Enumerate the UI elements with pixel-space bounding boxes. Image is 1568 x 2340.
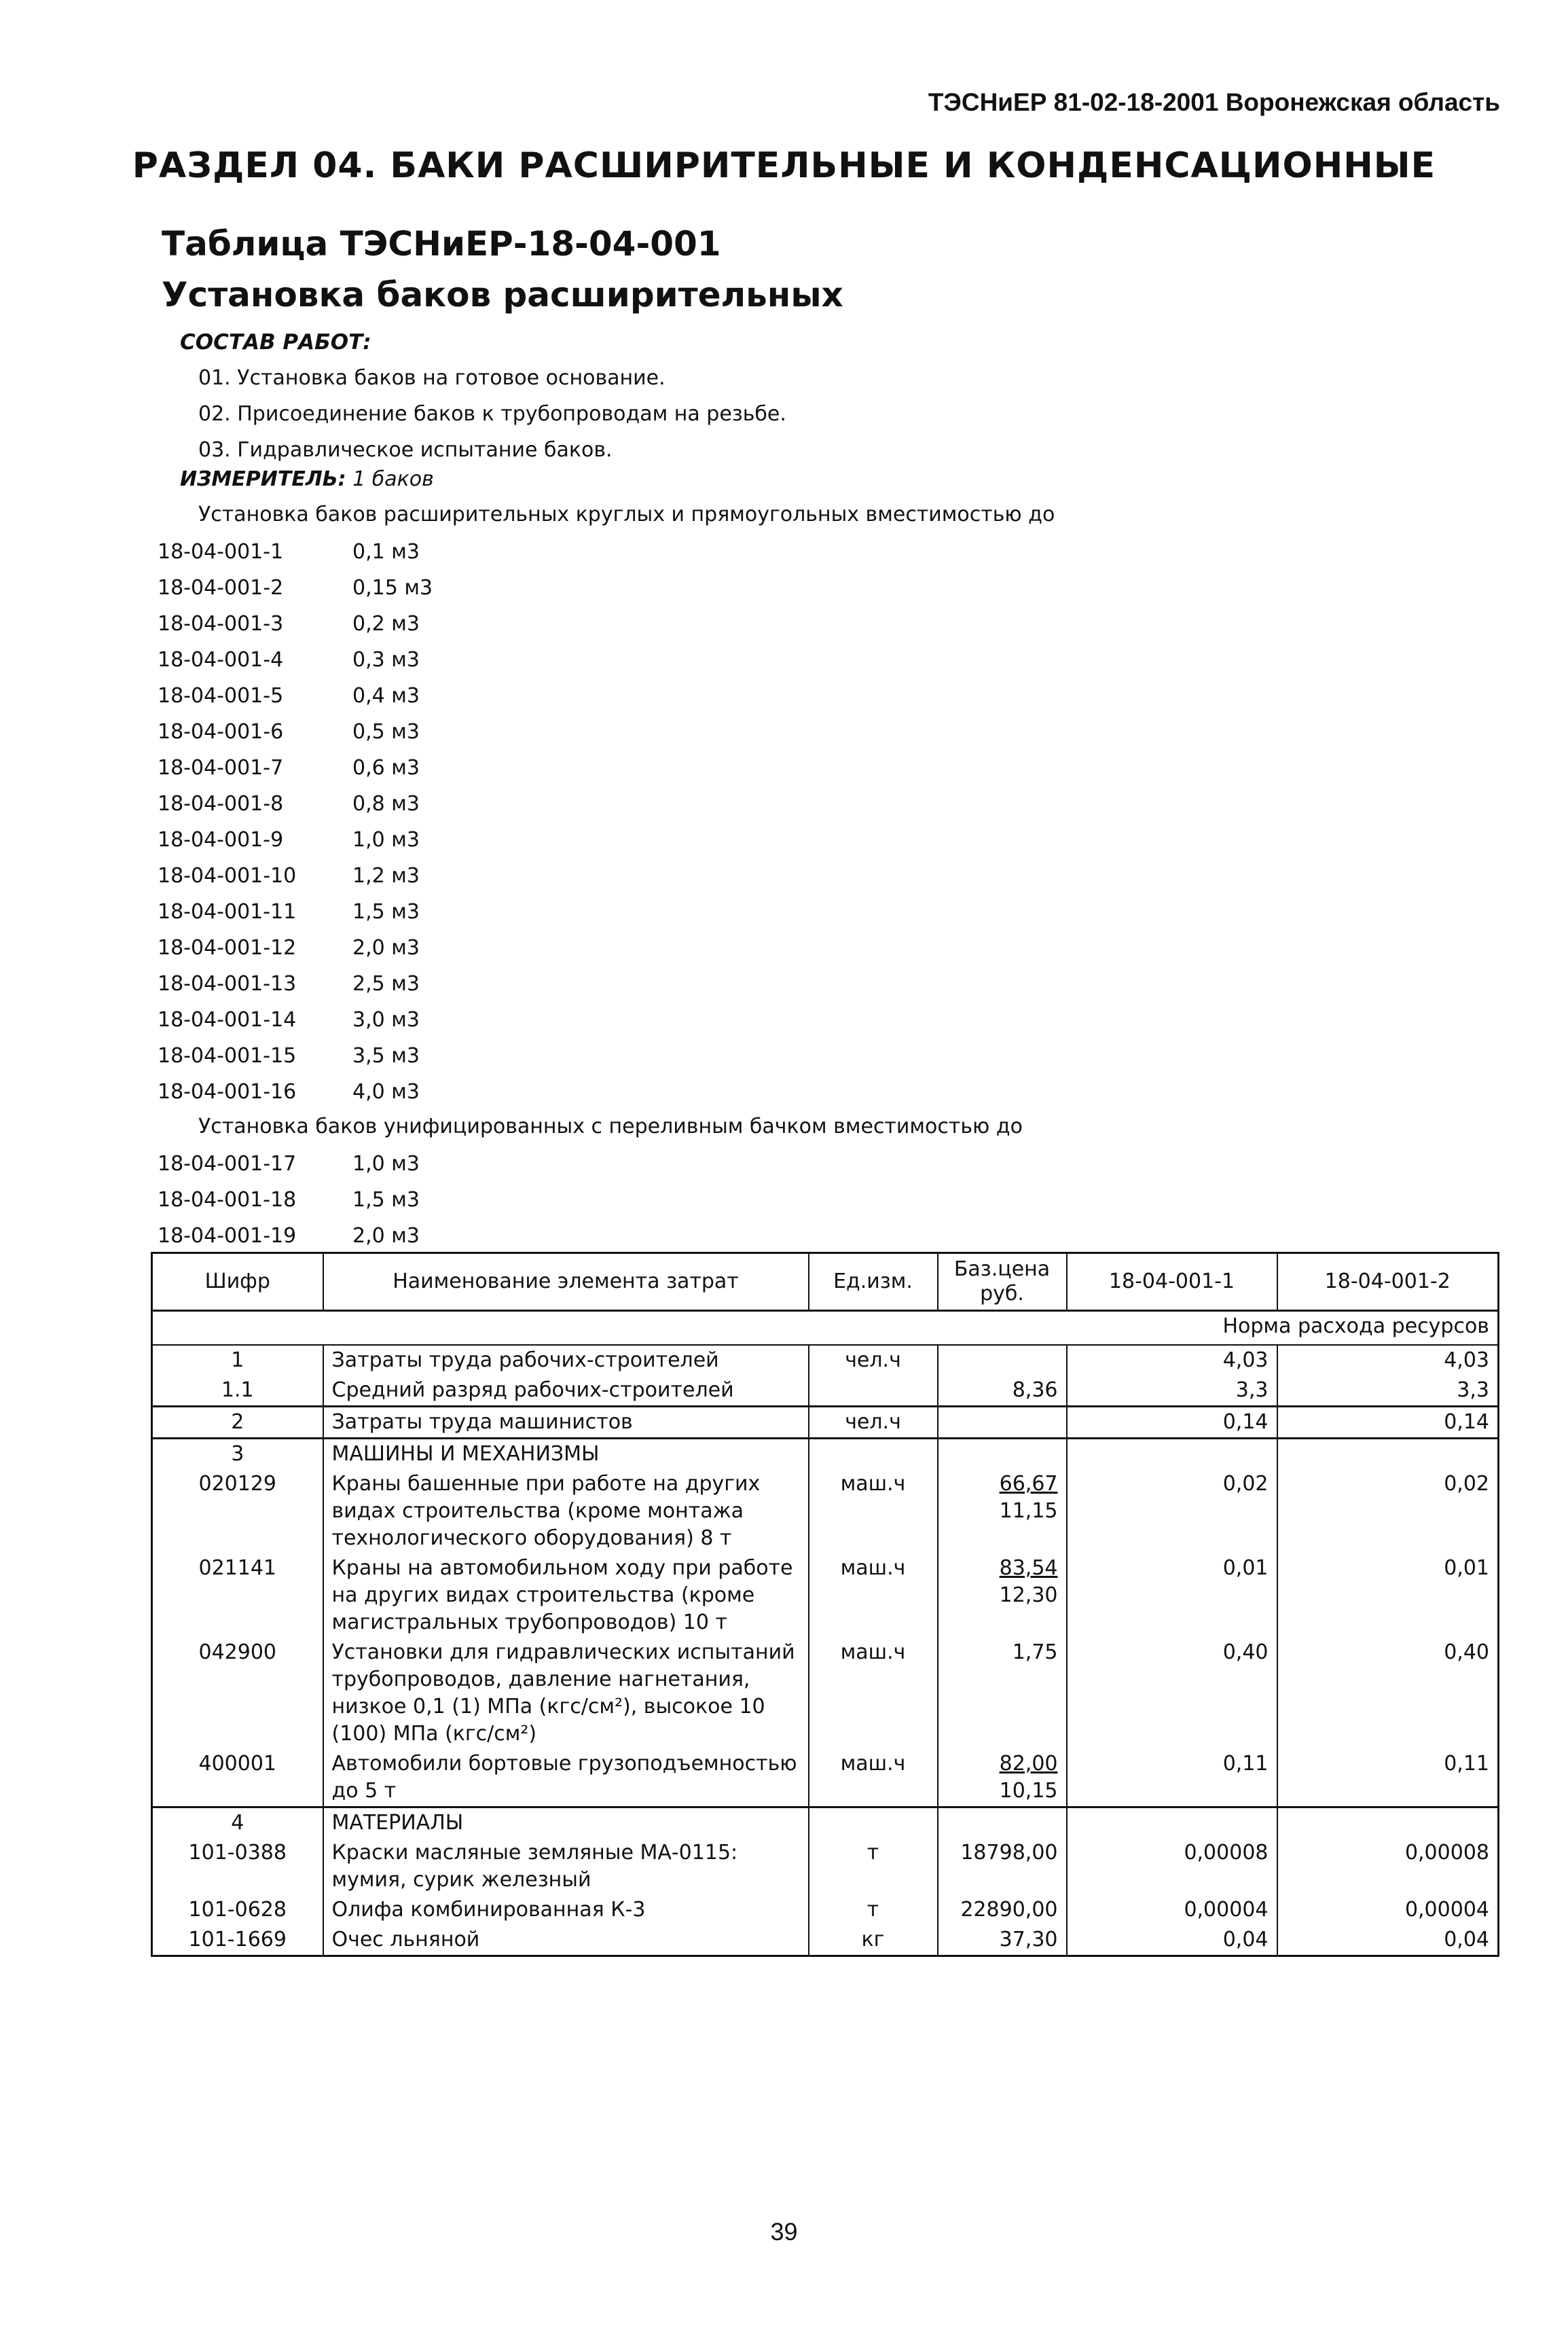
cell-norm-1: 0,11 — [1067, 1749, 1277, 1807]
item-volume: 0,8 м3 — [352, 792, 420, 816]
cell-code: 042900 — [152, 1638, 323, 1749]
code-row — [158, 678, 433, 714]
cell-name: Краски масляные земляные МА-0115: мумия, сурик железный — [323, 1838, 809, 1895]
cell-norm-2: 4,03 — [1277, 1345, 1499, 1375]
code-row — [158, 534, 433, 570]
table-row — [152, 1749, 1499, 1807]
work-steps-list — [198, 360, 786, 468]
cell-price — [938, 1807, 1067, 1839]
cell-norm-1 — [1067, 1807, 1277, 1839]
table-row — [152, 1895, 1499, 1925]
item-volume: 0,6 м3 — [352, 756, 420, 780]
cell-unit: маш.ч — [809, 1553, 938, 1638]
group2-code-list — [158, 1146, 420, 1254]
item-code: 18-04-001-19 — [158, 1224, 297, 1248]
cell-unit: маш.ч — [809, 1638, 938, 1749]
cell-price — [938, 1439, 1067, 1470]
cell-name: Автомобили бортовые грузоподъемностью до 5 т — [323, 1749, 809, 1807]
cell-norm-1: 0,02 — [1067, 1469, 1277, 1553]
item-code: 18-04-001-1 — [158, 540, 284, 564]
cell-code: 101-1669 — [152, 1925, 323, 1956]
cell-code: 1 — [152, 1345, 323, 1375]
cell-code: 1.1 — [152, 1375, 323, 1407]
item-volume: 1,0 м3 — [352, 1152, 420, 1176]
cell-price — [938, 1925, 1067, 1956]
price-salary: 10,15 — [999, 1779, 1058, 1803]
item-code: 18-04-001-17 — [158, 1152, 297, 1176]
item-code: 18-04-001-14 — [158, 1008, 297, 1032]
table-row — [152, 1439, 1499, 1470]
table-code: Таблица ТЭСНиЕР-18-04-001 — [162, 224, 721, 264]
group2-heading: Установка баков унифицированных с переливным бачком вместимостью до — [198, 1115, 1023, 1138]
item-volume: 2,0 м3 — [352, 1224, 420, 1248]
item-code: 18-04-001-12 — [158, 936, 297, 960]
cell-code: 101-0388 — [152, 1838, 323, 1895]
code-row — [158, 1002, 433, 1038]
table-row — [152, 1638, 1499, 1749]
item-code: 18-04-001-3 — [158, 612, 284, 636]
item-code: 18-04-001-2 — [158, 576, 284, 600]
code-row — [158, 930, 433, 966]
item-code: 18-04-001-9 — [158, 828, 284, 852]
price-base: 22890,00 — [960, 1898, 1058, 1922]
cell-price — [938, 1345, 1067, 1375]
item-code: 18-04-001-7 — [158, 756, 284, 780]
cell-norm-2: 3,3 — [1277, 1375, 1499, 1407]
table-row — [152, 1925, 1499, 1956]
price-salary: 12,30 — [999, 1583, 1058, 1607]
composition-label: СОСТАВ РАБОТ: — [180, 330, 371, 355]
cell-norm-2: 0,11 — [1277, 1749, 1499, 1807]
price-base: 1,75 — [1012, 1640, 1058, 1664]
table-header-row — [152, 1253, 1499, 1311]
cell-norm-1: 0,00004 — [1067, 1895, 1277, 1925]
cell-norm-1: 4,03 — [1067, 1345, 1277, 1375]
cell-name: МАТЕРИАЛЫ — [323, 1807, 809, 1839]
meter-line — [180, 467, 434, 491]
cell-unit: чел.ч — [809, 1407, 938, 1439]
item-volume: 2,0 м3 — [352, 936, 420, 960]
code-row — [158, 1038, 433, 1074]
item-volume: 3,5 м3 — [352, 1044, 420, 1068]
column-header: 18-04-001-1 — [1067, 1253, 1277, 1311]
cell-name: Средний разряд рабочих-строителей — [323, 1375, 809, 1407]
item-volume: 1,5 м3 — [352, 1188, 420, 1212]
price-base: 83,54 — [999, 1556, 1058, 1580]
cell-name: Краны башенные при работе на других видах строительства (кроме монтажа технологического оборудования) 8 т — [323, 1469, 809, 1553]
cell-norm-2 — [1277, 1807, 1499, 1839]
page-number: 39 — [770, 2218, 798, 2246]
resource-norms-table — [151, 1252, 1499, 1957]
table-title: Установка баков расширительных — [162, 275, 843, 314]
item-code: 18-04-001-18 — [158, 1188, 297, 1212]
cell-name: МАШИНЫ И МЕХАНИЗМЫ — [323, 1439, 809, 1470]
code-row — [158, 786, 433, 822]
cell-code: 021141 — [152, 1553, 323, 1638]
document-reference: ТЭСНиЕР 81-02-18-2001 Воронежская область — [928, 88, 1500, 116]
item-volume: 0,3 м3 — [352, 648, 420, 672]
work-step: 02. Присоединение баков к трубопроводам на резьбе. — [198, 402, 786, 426]
code-row — [158, 642, 433, 678]
item-code: 18-04-001-11 — [158, 900, 297, 924]
cell-norm-1 — [1067, 1439, 1277, 1470]
code-row — [158, 1182, 420, 1218]
item-volume: 0,4 м3 — [352, 684, 420, 708]
column-header: Шифр — [152, 1253, 323, 1311]
norm-band-row — [152, 1311, 1499, 1346]
cell-price — [938, 1838, 1067, 1895]
cell-name: Затраты труда рабочих-строителей — [323, 1345, 809, 1375]
column-header: 18-04-001-2 — [1277, 1253, 1499, 1311]
cell-norm-2: 0,00008 — [1277, 1838, 1499, 1895]
cell-unit: чел.ч — [809, 1345, 938, 1375]
cell-price — [938, 1895, 1067, 1925]
work-step: 01. Установка баков на готовое основание. — [198, 366, 666, 390]
cell-price — [938, 1469, 1067, 1553]
cell-norm-2: 0,00004 — [1277, 1895, 1499, 1925]
cell-unit — [809, 1807, 938, 1839]
code-row — [158, 1218, 420, 1254]
price-base: 66,67 — [999, 1472, 1058, 1496]
cell-name: Затраты труда машинистов — [323, 1407, 809, 1439]
code-row — [158, 822, 433, 858]
cell-norm-2: 0,02 — [1277, 1469, 1499, 1553]
cell-norm-1: 0,01 — [1067, 1553, 1277, 1638]
cell-price — [938, 1749, 1067, 1807]
item-volume: 1,5 м3 — [352, 900, 420, 924]
item-code: 18-04-001-6 — [158, 720, 284, 744]
cell-unit: т — [809, 1895, 938, 1925]
item-code: 18-04-001-4 — [158, 648, 284, 672]
table-row — [152, 1807, 1499, 1839]
cell-unit — [809, 1375, 938, 1407]
cell-norm-1: 0,14 — [1067, 1407, 1277, 1439]
item-code: 18-04-001-8 — [158, 792, 284, 816]
column-header: Баз.цена руб. — [938, 1253, 1067, 1311]
cell-price — [938, 1638, 1067, 1749]
code-row — [158, 714, 433, 750]
cell-unit: маш.ч — [809, 1749, 938, 1807]
item-volume: 1,0 м3 — [352, 828, 420, 852]
item-volume: 0,5 м3 — [352, 720, 420, 744]
meter-label: ИЗМЕРИТЕЛЬ: — [180, 467, 346, 491]
item-volume: 1,2 м3 — [352, 864, 420, 888]
cell-norm-1: 0,40 — [1067, 1638, 1277, 1749]
table-row — [152, 1838, 1499, 1895]
item-volume: 0,15 м3 — [352, 576, 433, 600]
code-row — [158, 750, 433, 786]
code-row — [158, 966, 433, 1002]
cell-code: 400001 — [152, 1749, 323, 1807]
price-base: 8,36 — [1012, 1378, 1058, 1402]
cell-unit: т — [809, 1838, 938, 1895]
cell-price — [938, 1553, 1067, 1638]
item-code: 18-04-001-16 — [158, 1080, 297, 1104]
table-row — [152, 1375, 1499, 1407]
table-row — [152, 1469, 1499, 1553]
code-row — [158, 1146, 420, 1182]
cell-name: Установки для гидравлических испытаний трубопроводов, давление нагнетания, низкое 0,1 (1) МПа (кгс/см²), высокое 10 (100) МПа (кгс/см²) — [323, 1638, 809, 1749]
norm-band-label: Норма расхода ресурсов — [152, 1311, 1499, 1346]
cell-price — [938, 1375, 1067, 1407]
item-code: 18-04-001-13 — [158, 972, 297, 996]
group1-code-list — [158, 534, 433, 1110]
table-row — [152, 1407, 1499, 1439]
code-row — [158, 894, 433, 930]
section-title: РАЗДЕЛ 04. БАКИ РАСШИРИТЕЛЬНЫЕ И КОНДЕНСАЦИОННЫЕ — [132, 145, 1436, 186]
table-row — [152, 1345, 1499, 1375]
cell-name: Краны на автомобильном ходу при работе на других видах строительства (кроме магистральных трубопроводов) 10 т — [323, 1553, 809, 1638]
price-base: 82,00 — [999, 1752, 1058, 1776]
code-row — [158, 858, 433, 894]
code-row — [158, 606, 433, 642]
cell-unit — [809, 1439, 938, 1470]
item-volume: 2,5 м3 — [352, 972, 420, 996]
group1-heading: Установка баков расширительных круглых и прямоугольных вместимостью до — [198, 503, 1055, 526]
cell-norm-1: 3,3 — [1067, 1375, 1277, 1407]
cell-code: 101-0628 — [152, 1895, 323, 1925]
cell-norm-1: 0,00008 — [1067, 1838, 1277, 1895]
item-volume: 0,1 м3 — [352, 540, 420, 564]
cell-name: Очес льняной — [323, 1925, 809, 1956]
meter-value: 1 баков — [352, 467, 434, 491]
cell-code: 3 — [152, 1439, 323, 1470]
item-code: 18-04-001-15 — [158, 1044, 297, 1068]
item-code: 18-04-001-10 — [158, 864, 297, 888]
code-row — [158, 1074, 433, 1110]
item-volume: 0,2 м3 — [352, 612, 420, 636]
column-header: Ед.изм. — [809, 1253, 938, 1311]
code-row — [158, 570, 433, 606]
item-code: 18-04-001-5 — [158, 684, 284, 708]
cell-code: 4 — [152, 1807, 323, 1839]
cell-norm-2: 0,04 — [1277, 1925, 1499, 1956]
table-row — [152, 1553, 1499, 1638]
item-volume: 4,0 м3 — [352, 1080, 420, 1104]
cell-norm-2 — [1277, 1439, 1499, 1470]
price-salary: 11,15 — [999, 1499, 1058, 1523]
cell-norm-1: 0,04 — [1067, 1925, 1277, 1956]
cell-name: Олифа комбинированная К-3 — [323, 1895, 809, 1925]
cell-norm-2: 0,40 — [1277, 1638, 1499, 1749]
cell-code: 2 — [152, 1407, 323, 1439]
price-base: 18798,00 — [960, 1841, 1058, 1865]
cell-unit: кг — [809, 1925, 938, 1956]
column-header: Наименование элемента затрат — [323, 1253, 809, 1311]
cell-price — [938, 1407, 1067, 1439]
item-volume: 3,0 м3 — [352, 1008, 420, 1032]
cell-norm-2: 0,14 — [1277, 1407, 1499, 1439]
cell-unit: маш.ч — [809, 1469, 938, 1553]
cell-norm-2: 0,01 — [1277, 1553, 1499, 1638]
work-step: 03. Гидравлическое испытание баков. — [198, 438, 613, 462]
cell-code: 020129 — [152, 1469, 323, 1553]
price-base: 37,30 — [999, 1928, 1058, 1951]
